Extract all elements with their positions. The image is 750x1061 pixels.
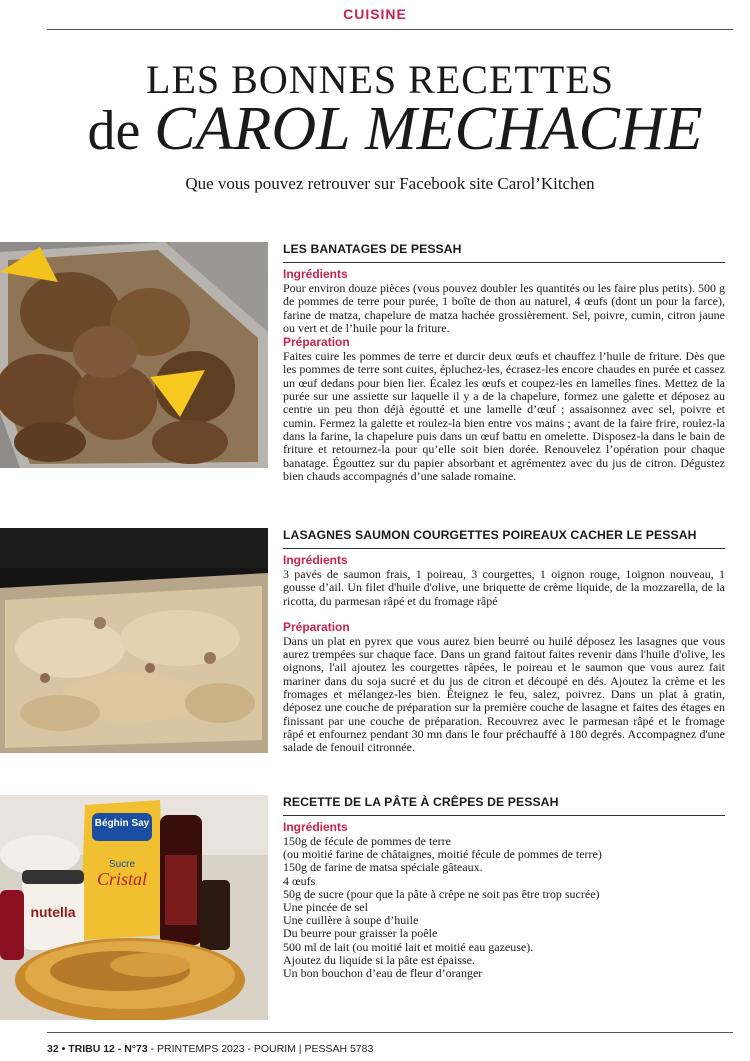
title-author-name: CAROL MECHACHE <box>154 95 703 163</box>
ingredient-line: 150g de fécule de pommes de terre <box>283 834 451 848</box>
preparation-text: Faites cuire les pommes de terre et durcir deux œufs et chauffez l’huile de friture. Dès que les pommes de terre sont cuites, épluchez-les, écrasez-les encore chaudes en purée et cassez un œuf dedans pour bien lier. Écalez les œufs et coupez-les en lamelles fines. Mettez de la purée sur une assiette sur laquelle il y a de la chapelure, formez une galette et déposez au centre un peu thon déjà égoutté et une lamelle d’œuf ; assaisonnez avec sel, poivre et cumin. Fermez la galette et roulez-la bien entre vos mains ; avant de la faire frire, roulez-la dans la farine, la chapelure puis dans un œuf battu en omelette. Disposez-la dans le bain de friture et retournez-la pour qu’elle soit bien dorée. Renouvelez l’opération pour chaque banatage. Égouttez sur du papier absorbant et agrémentez avec du jus de citron. Dégustez bien chauds accompagnés d’une salade romaine. <box>283 349 725 483</box>
ingredients-text: 3 pavés de saumon frais, 1 poireau, 3 courgettes, 1 oignon rouge, 1oignon nouveau, 1 gousse d’ail. Un filet d'huile d'olive, une briquette de crème liquide, de la mozzarella, de la ricotta, du parmesan râpé et du fromage râpé <box>283 567 725 608</box>
recipe-divider <box>283 815 725 816</box>
title-de: de <box>87 100 141 162</box>
recipe-lasagnes <box>283 528 725 755</box>
ingredient-line: Un bon bouchon d’eau de fleur d’oranger <box>283 966 483 981</box>
ingredients-list <box>283 835 725 980</box>
recipe-title: RECETTE DE LA PÂTE À CRÊPES DE PESSAH <box>283 795 559 809</box>
banatages-photo <box>0 242 268 468</box>
page-number: 32 <box>47 1043 59 1055</box>
section-label: CUISINE <box>343 6 407 22</box>
recipe-title: LASAGNES SAUMON COURGETTES POIREAUX CACHER LE PESSAH <box>283 528 697 542</box>
preparation-heading: Préparation <box>283 619 350 634</box>
recipe-crepes <box>283 795 725 980</box>
title-line-1: LES BONNES RECETTES <box>146 57 614 102</box>
recipe-title: LES BANATAGES DE PESSAH <box>283 242 462 256</box>
ingredient-line: 500 ml de lait (ou moitié lait et moitié eau gazeuse). <box>283 939 534 954</box>
ingredient-line: Ajoutez du liquide si la pâte est épaisse. <box>283 952 475 967</box>
issue-info: - PRINTEMPS 2023 - POURIM | PESSAH 5783 <box>150 1043 374 1055</box>
ingredient-line: Une cuillère à soupe d’huile <box>283 913 419 928</box>
ingredient-line: Du beurre pour graisser la poêle <box>283 926 438 941</box>
recipe-divider <box>283 548 725 549</box>
recipe-divider <box>283 262 725 263</box>
crepes-photo <box>0 795 268 1020</box>
sucre-label: Sucre <box>108 859 136 870</box>
ingredient-line: 4 œufs <box>283 873 316 888</box>
page-footer <box>47 1043 373 1055</box>
ingredients-heading: Ingrédients <box>283 820 348 834</box>
magazine-name: TRIBU 12 - N°73 <box>68 1043 148 1055</box>
beghin-say-logo: Béghin Say <box>94 818 150 829</box>
ingredients-text: Pour environ douze pièces (vous pouvez doubler les quantités ou les faire plus petits). 500 g de pommes de terre pour purée, 1 boîte de thon au naturel, 4 œufs (dont un pour la farce), farine de matza, chapelure de matza hachée grossièrement. Sel, poivre, cumin, citron jaune ou vert et de l’huile pour la friture. <box>283 281 725 335</box>
header-divider <box>47 29 733 30</box>
title-line-2 <box>0 94 750 165</box>
recipe-banatages <box>283 242 725 483</box>
preparation-text: Dans un plat en pyrex que vous aurez bien beurré ou huilé déposez les lasagnes que vous aurez trempées sur chaque face. Dans un grand faitout faites revenir dans l'huile d'olive, les oignons, l'ail ajoutez les courgettes râpées, le poireau et le saumon que vous aurez fait mariner dans du soja sucré et du jus de citron et découpé en dés. Ajoutez la crème et les fromages et mélangez-les bien. Éteignez le feu, salez, poivrez. Dans un plat à gratin, déposez une couche de préparation sur la première couche de lasagne et faites des étages en finissant par une couche de préparation. Recouvrez avec le parmesan râpé et le fromage râpé et enfournez pendant 30 mn dans le four préchauffé à 180 degrés. Accompagnez d'une salade de fenouil citronnée. <box>283 633 725 755</box>
ingredients-heading: Ingrédients <box>283 267 348 281</box>
ingredient-line: 150g de farine de matsa spéciale gâteaux. <box>283 860 483 875</box>
preparation-heading: Préparation <box>283 335 350 350</box>
cristal-label: Cristal <box>96 869 148 889</box>
ingredients-heading: Ingrédients <box>283 553 348 567</box>
ingredient-line: (ou moitié farine de châtaignes, moitié fécule de pommes de terre) <box>283 847 602 862</box>
footer-separator: • <box>61 1043 66 1055</box>
footer-divider <box>47 1032 733 1033</box>
ingredient-line: 50g de sucre (pour que la pâte à crêpe ne soit pas être trop sucrée) <box>283 886 600 901</box>
subtitle: Que vous pouvez retrouver sur Facebook site Carol’Kitchen <box>185 174 595 193</box>
ingredient-line: Une pincée de sel <box>283 900 368 915</box>
lasagnes-photo <box>0 528 268 753</box>
nutella-label: nutella <box>30 904 76 920</box>
